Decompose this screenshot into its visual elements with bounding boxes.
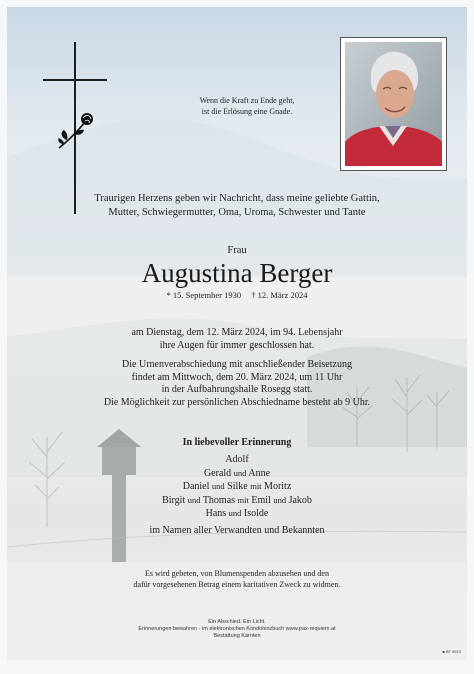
funeral-line: findet am Mittwoch, dem 20. März 2024, um 11 Uhr xyxy=(131,371,343,383)
death-date: † 12. März 2024 xyxy=(251,290,308,300)
footer xyxy=(7,619,467,640)
family-row xyxy=(7,494,467,508)
death-notice xyxy=(7,327,467,352)
donation-note xyxy=(7,569,467,590)
family-member: Isolde xyxy=(243,508,269,519)
footer-line: Bestattung Kärnten xyxy=(213,633,261,639)
donation-line: dafür vorgesehenen Betrag einem karitativen Zweck zu widmen. xyxy=(133,579,341,589)
death-notice-line: am Dienstag, dem 12. März 2024, im 94. Lebensjahr xyxy=(131,327,343,338)
family-row xyxy=(7,507,467,521)
footer-line: Erinnerungen bewahren - im elektronischen Kondolenzbuch www.pax-requiem.at xyxy=(138,626,336,632)
conjunction: und xyxy=(211,481,225,491)
conjunction: und xyxy=(187,494,201,505)
conjunction: mit xyxy=(250,481,262,491)
family-member: Silke xyxy=(227,481,248,492)
memory-heading: In liebevoller Erinnerung xyxy=(182,437,292,448)
funeral-details xyxy=(7,359,467,409)
birth-date: * 15. September 1930 xyxy=(166,290,242,300)
family-member: Hans xyxy=(205,508,227,519)
life-dates xyxy=(7,290,467,300)
family-member: Emil xyxy=(251,494,271,506)
death-notice-line: ihre Augen für immer geschlossen hat. xyxy=(159,339,315,351)
quote-line: Wenn die Kraft zu Ende geht, xyxy=(199,96,295,105)
funeral-line: Die Möglichkeit zur persönlichen Abschiedname besteht ab 9 Uhr. xyxy=(103,396,371,408)
family-row xyxy=(7,467,467,481)
conjunction: mit xyxy=(237,494,249,505)
obituary-page xyxy=(7,7,467,660)
family-row xyxy=(7,480,467,494)
donation-line: Es wird gebeten, von Blumenspenden abzusehen und den xyxy=(145,569,329,578)
rose-icon xyxy=(55,110,99,154)
conjunction: und xyxy=(273,494,287,505)
on-behalf-text: im Namen aller Verwandten und Bekannten xyxy=(149,525,325,536)
epigraph-quote xyxy=(157,95,337,117)
footer-line: Ein Abschied. Ein Licht. xyxy=(208,619,266,625)
intro-line: Traurigen Herzens geben wir Nachricht, dass meine geliebte Gattin, xyxy=(94,193,380,204)
family-member: Daniel xyxy=(182,481,210,492)
intro-line: Mutter, Schwiegermutter, Oma, Uroma, Schwester und Tante xyxy=(108,207,366,218)
family-list xyxy=(7,454,467,521)
form-code: ■ BF 5619 xyxy=(442,649,461,654)
family-member: Anne xyxy=(248,467,271,479)
portrait-photo xyxy=(340,37,447,171)
family-member: Gerald xyxy=(203,467,232,479)
funeral-line: in der Aufbahrungshalle Rosegg statt. xyxy=(161,384,313,395)
conjunction: und xyxy=(228,508,242,518)
funeral-line: Die Urnenverabschiedung mit anschließender Beisetzung xyxy=(122,359,352,370)
deceased-name: Augustina Berger xyxy=(141,258,333,288)
salutation: Frau xyxy=(227,245,247,256)
family-member: Jakob xyxy=(288,494,312,506)
family-member: Thomas xyxy=(202,494,236,506)
intro-text xyxy=(7,192,467,220)
family-member: Adolf xyxy=(225,454,249,465)
family-member: Moritz xyxy=(264,481,292,492)
family-member: Birgit xyxy=(162,494,186,506)
quote-line: ist die Erlösung eine Gnade. xyxy=(201,107,293,116)
conjunction: und xyxy=(233,467,247,478)
family-row xyxy=(7,454,467,467)
